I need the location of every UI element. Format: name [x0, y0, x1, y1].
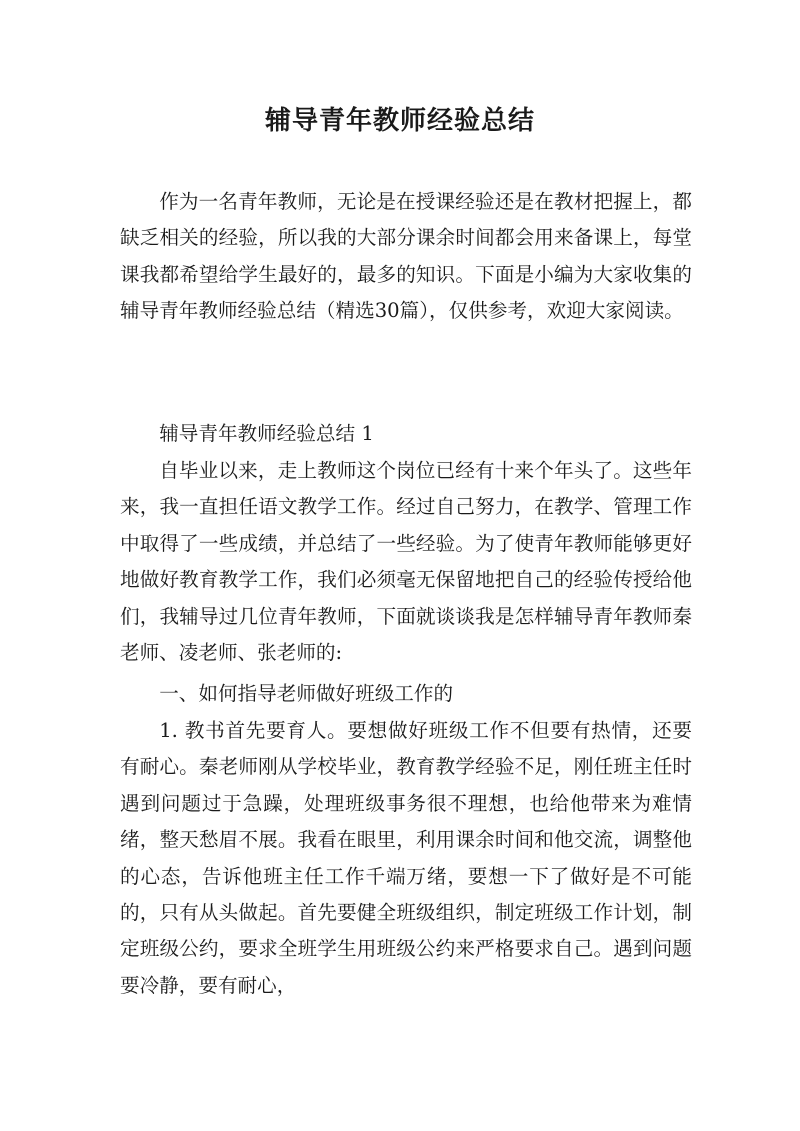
- document-title: 辅导青年教师经验总结: [264, 106, 535, 136]
- section-heading: 辅导青年教师经验总结 1: [159, 422, 374, 445]
- section-paragraph: 自毕业以来，走上教师这个岗位已经有十来个年头了。这些年来，我一直担任语文教学工作。经过自己努力，在教学、管理工作中取得了一些成绩，并总结了一些经验。为了使青年教师能够更好地做好教育教学工作，我们必须毫无保留地把自己的经验传授给他们，我辅导过几位青年教师，下面就谈谈我是怎样辅导青年教师秦老师、凌老师、张老师的:: [120, 459, 692, 665]
- intro-paragraph: 作为一名青年教师，无论是在授课经验还是在教材把握上，都缺乏相关的经验，所以我的大部分课余时间都会用来备课上，每堂课我都希望给学生最好的，最多的知识。下面是小编为大家收集的辅导青年教师经验总结（精选30篇），仅供参考，欢迎大家阅读。: [120, 190, 692, 323]
- section-subheading: 一、如何指导老师做好班级工作的: [159, 682, 454, 705]
- section-paragraph: 1. 教书首先要育人。要想做好班级工作不但要有热情，还要有耐心。秦老师刚从学校毕业，教育教学经验不足，刚任班主任时遇到问题过于急躁，处理班级事务很不理想，也给他带来为难情绪，整天愁眉不展。我看在眼里，利用课余时间和他交流，调整他的心态，告诉他班主任工作千端万绪，要想一下了做好是不可能的，只有从头做起。首先要健全班级组织，制定班级工作计划，制定班级公约，要求全班学生用班级公约来严格要求自己。遇到问题要冷静，要有耐心，: [120, 719, 692, 997]
